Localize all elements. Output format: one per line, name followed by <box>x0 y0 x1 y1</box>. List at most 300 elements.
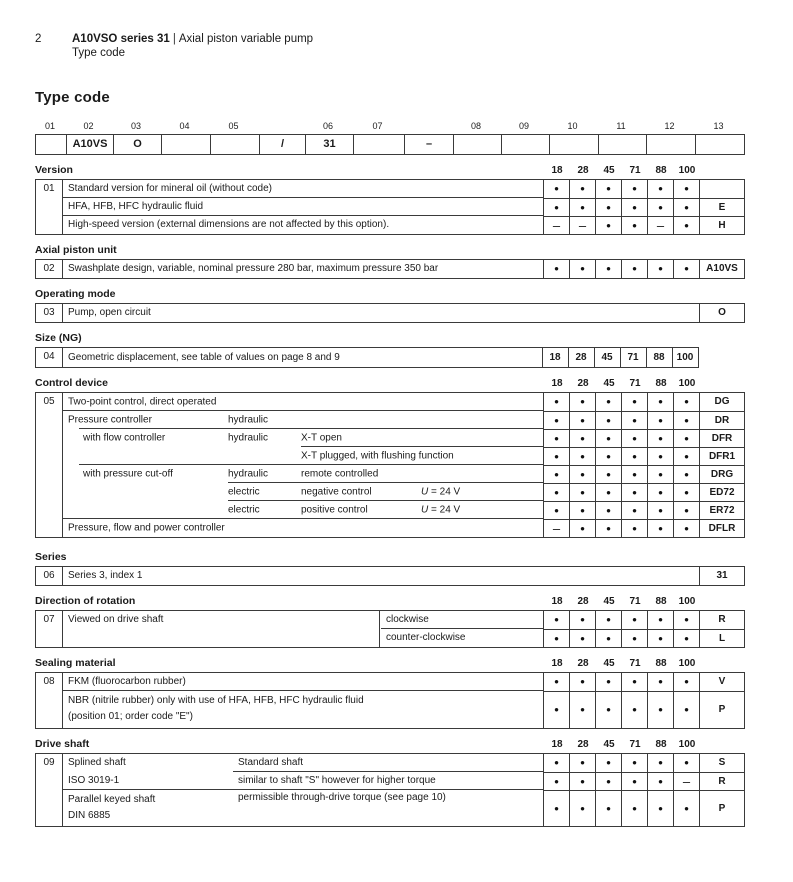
avail-cell: • <box>621 447 647 465</box>
availability-cells <box>543 483 699 501</box>
control-label: with pressure cut-off <box>83 468 173 480</box>
size-col-label: 45 <box>603 164 615 176</box>
avail-cell: • <box>621 180 647 198</box>
avail-cell: • <box>569 483 595 501</box>
shaft-description: permissible through-drive torque (see page 10) <box>238 792 446 804</box>
position-number: 03 <box>36 304 63 322</box>
avail-cell: • <box>647 754 673 772</box>
size-col-label: 18 <box>551 738 563 750</box>
avail-cell: • <box>673 483 699 501</box>
availability-cells <box>543 447 699 465</box>
shaft-description: Standard shaft <box>238 757 304 769</box>
section-heading-row <box>35 551 745 563</box>
version-table <box>35 179 745 235</box>
type-code-cell <box>646 135 695 154</box>
avail-cell: • <box>621 429 647 447</box>
avail-cell: • <box>543 465 569 483</box>
avail-cell: • <box>673 180 699 198</box>
order-code-cell: DFR1 <box>699 447 744 465</box>
size-col-label: 71 <box>629 738 641 750</box>
size-col-label: 88 <box>655 738 667 750</box>
type-code-cell <box>695 135 744 154</box>
control-actuation: electric <box>228 504 260 516</box>
avail-cell: • <box>647 772 673 790</box>
availability-cells <box>543 198 699 216</box>
table-row <box>63 216 744 234</box>
size-columns-header <box>544 165 700 176</box>
section-title: Version <box>35 163 73 176</box>
type-code-cell: / <box>259 135 305 154</box>
avail-cell: • <box>569 429 595 447</box>
type-code-cell <box>353 135 404 154</box>
avail-cell: • <box>543 629 569 647</box>
order-code-cell: 31 <box>699 567 744 585</box>
table-row <box>63 393 744 411</box>
type-code-cell: A10VS <box>66 135 113 154</box>
table-row <box>63 260 744 278</box>
control-actuation: hydraulic <box>228 432 269 444</box>
avail-cell: • <box>595 519 621 537</box>
size-col-label: 100 <box>678 377 696 389</box>
control-label: Two-point control, direct operated <box>68 396 217 408</box>
section-version <box>35 164 745 235</box>
avail-cell: • <box>595 465 621 483</box>
avail-cell: – <box>543 519 569 537</box>
avail-cell: • <box>569 411 595 429</box>
control-table <box>35 392 745 538</box>
position-number: 08 <box>36 673 63 728</box>
page-title: Type code <box>35 88 110 106</box>
order-code-cell: V <box>699 673 744 691</box>
page-number: 2 <box>35 33 42 45</box>
axial-table <box>35 259 745 279</box>
section-heading-row <box>35 332 745 344</box>
document-subtitle: Type code <box>72 47 126 60</box>
avail-cell: • <box>647 260 673 278</box>
running-header <box>35 32 745 61</box>
order-code-cell: A10VS <box>699 260 744 278</box>
title-divider: | <box>172 33 176 45</box>
section-drive-shaft <box>35 738 745 827</box>
avail-cell: • <box>595 790 621 826</box>
avail-cell: • <box>647 465 673 483</box>
control-label: with flow controller <box>83 432 166 444</box>
size-col-label: 100 <box>678 738 696 750</box>
table-row <box>63 304 744 322</box>
availability-cells <box>543 465 699 483</box>
avail-cell: – <box>543 216 569 234</box>
avail-cell: • <box>673 629 699 647</box>
row-description: HFA, HFB, HFC hydraulic fluid <box>68 201 204 213</box>
avail-cell: • <box>647 691 673 728</box>
avail-cell: • <box>543 754 569 772</box>
size-col-label: 28 <box>577 377 589 389</box>
avail-cell: • <box>569 501 595 519</box>
avail-cell: • <box>543 691 569 728</box>
section-heading-row <box>35 738 745 750</box>
size-col-label: 18 <box>551 595 563 607</box>
section-operating-mode <box>35 288 745 323</box>
position-number: 04 <box>36 348 63 367</box>
table-row <box>63 754 744 772</box>
avail-cell: • <box>647 393 673 411</box>
avail-cell: • <box>621 691 647 728</box>
pos-label <box>258 121 304 134</box>
size-col-label: 100 <box>678 164 696 176</box>
row-description: Pump, open circuit <box>68 307 151 319</box>
avail-cell: • <box>647 411 673 429</box>
size-col-label: 45 <box>603 595 615 607</box>
type-code-cell <box>549 135 598 154</box>
pos-label: 02 <box>83 120 94 131</box>
order-code-cell: ER72 <box>699 501 744 519</box>
avail-cell: • <box>569 629 595 647</box>
position-number: 09 <box>36 754 63 826</box>
avail-cell: • <box>595 501 621 519</box>
size-cell: 100 <box>672 348 698 367</box>
row-description: Standard version for mineral oil (without code) <box>68 183 272 195</box>
size-cell: 18 <box>542 348 568 367</box>
avail-cell: • <box>543 393 569 411</box>
series-table <box>35 566 745 586</box>
avail-cell: • <box>543 447 569 465</box>
avail-cell: • <box>569 465 595 483</box>
avail-cell: • <box>543 790 569 826</box>
size-cell: 28 <box>568 348 594 367</box>
avail-cell: • <box>673 447 699 465</box>
size-cell: 88 <box>646 348 672 367</box>
type-code-cell <box>453 135 501 154</box>
avail-cell: • <box>647 180 673 198</box>
avail-cell: • <box>647 519 673 537</box>
control-option: X-T plugged, with flushing function <box>301 450 454 462</box>
pos-label: 08 <box>470 120 481 131</box>
avail-cell: • <box>647 429 673 447</box>
section-heading-row <box>35 164 745 176</box>
avail-cell: • <box>673 754 699 772</box>
avail-cell: • <box>673 198 699 216</box>
position-number: 05 <box>36 393 63 537</box>
section-heading-row <box>35 377 745 389</box>
rotation-option: counter-clockwise <box>379 629 543 647</box>
type-code-position-labels <box>35 121 745 134</box>
type-code-cells <box>35 134 745 155</box>
avail-cell: • <box>543 180 569 198</box>
row-description: Viewed on drive shaft <box>68 614 164 626</box>
document-title-block <box>72 32 313 61</box>
voltage-value: = 24 V <box>428 486 461 498</box>
section-title: Series <box>35 550 67 563</box>
avail-cell: • <box>621 790 647 826</box>
table-row <box>63 348 698 367</box>
sealing-table <box>35 672 745 729</box>
shaft-type: Splined shaft <box>68 756 126 768</box>
table-row <box>63 611 744 629</box>
size-col-label: 88 <box>655 657 667 669</box>
section-heading-row <box>35 595 745 607</box>
avail-cell: • <box>621 673 647 691</box>
order-code-cell: L <box>699 629 744 647</box>
table-row <box>63 790 744 826</box>
table-row <box>63 567 744 585</box>
size-cell: 45 <box>594 348 620 367</box>
avail-cell: • <box>621 393 647 411</box>
document-title-line <box>72 32 313 46</box>
size-table <box>35 347 699 368</box>
avail-cell: • <box>621 260 647 278</box>
avail-cell: • <box>647 611 673 629</box>
avail-cell: • <box>569 790 595 826</box>
section-title: Sealing material <box>35 656 116 669</box>
document-title-bold: A10VSO series 31 <box>72 33 170 45</box>
avail-cell: • <box>621 411 647 429</box>
position-number: 01 <box>36 180 63 234</box>
avail-cell: • <box>569 772 595 790</box>
avail-cell: • <box>569 447 595 465</box>
type-code-diagram <box>35 121 745 155</box>
size-col-label: 88 <box>655 595 667 607</box>
order-code-cell: ED72 <box>699 483 744 501</box>
availability-cells <box>543 180 699 198</box>
avail-cell: • <box>595 429 621 447</box>
availability-cells <box>543 691 699 728</box>
availability-cells <box>543 501 699 519</box>
avail-cell: • <box>621 754 647 772</box>
size-col-label: 88 <box>655 377 667 389</box>
table-row <box>63 429 744 447</box>
avail-cell: • <box>621 465 647 483</box>
table-row <box>63 501 744 519</box>
size-value-cells <box>542 348 698 367</box>
control-label: Pressure controller <box>68 414 152 426</box>
control-option: positive control <box>301 504 368 516</box>
availability-cells <box>543 673 699 691</box>
avail-cell: • <box>673 411 699 429</box>
pos-label: 05 <box>228 120 239 131</box>
order-code-cell: DR <box>699 411 744 429</box>
table-row <box>63 465 744 483</box>
avail-cell: • <box>673 216 699 234</box>
shaft-standard: ISO 3019-1 <box>68 774 120 786</box>
avail-cell: • <box>647 673 673 691</box>
row-description: High-speed version (external dimensions are not affected by this option). <box>68 219 390 231</box>
avail-cell: • <box>595 260 621 278</box>
pos-label: 07 <box>372 120 383 131</box>
pos-label: 03 <box>130 120 141 131</box>
section-heading-row <box>35 244 745 256</box>
section-title: Operating mode <box>35 287 116 300</box>
row-description: Series 3, index 1 <box>68 570 143 582</box>
avail-cell: • <box>647 198 673 216</box>
table-row <box>63 483 744 501</box>
avail-cell: • <box>673 691 699 728</box>
availability-cells <box>543 411 699 429</box>
drive-table <box>35 753 745 827</box>
size-col-label: 28 <box>577 657 589 669</box>
avail-cell: • <box>569 691 595 728</box>
size-columns-header <box>544 596 700 607</box>
avail-cell: • <box>595 772 621 790</box>
size-col-label: 45 <box>603 377 615 389</box>
avail-cell: • <box>569 673 595 691</box>
table-row <box>63 447 744 465</box>
availability-cells <box>543 519 699 537</box>
avail-cell: • <box>595 691 621 728</box>
size-columns-header <box>544 739 700 750</box>
order-code-cell: DFLR <box>699 519 744 537</box>
position-number: 06 <box>36 567 63 585</box>
order-code-cell: S <box>699 754 744 772</box>
section-heading-row <box>35 657 745 669</box>
avail-cell: • <box>621 629 647 647</box>
order-code-cell: P <box>699 691 744 728</box>
control-label: Pressure, flow and power controller <box>68 522 225 534</box>
avail-cell: • <box>673 790 699 826</box>
avail-cell: • <box>595 216 621 234</box>
section-heading-row <box>35 288 745 300</box>
avail-cell: • <box>673 429 699 447</box>
avail-cell: • <box>595 180 621 198</box>
order-code-cell <box>699 180 744 198</box>
size-columns-header <box>544 658 700 669</box>
size-col-label: 28 <box>577 164 589 176</box>
avail-cell: • <box>621 772 647 790</box>
row-description: Swashplate design, variable, nominal pressure 280 bar, maximum pressure 350 bar <box>68 263 439 275</box>
size-columns-header <box>544 378 700 389</box>
availability-cells <box>543 260 699 278</box>
avail-cell: • <box>673 501 699 519</box>
size-col-label: 71 <box>629 595 641 607</box>
avail-cell: • <box>569 198 595 216</box>
control-option: X-T open <box>301 432 342 444</box>
pos-label: 01 <box>44 120 55 131</box>
avail-cell: • <box>673 465 699 483</box>
document-title-rest: Axial piston variable pump <box>178 33 314 45</box>
order-code-cell: DRG <box>699 465 744 483</box>
type-code-cell <box>210 135 259 154</box>
section-title: Axial piston unit <box>35 243 117 256</box>
position-number: 02 <box>36 260 63 278</box>
availability-cells <box>543 790 699 826</box>
row-description: Geometric displacement, see table of values on page 8 and 9 <box>68 351 340 363</box>
avail-cell: • <box>569 519 595 537</box>
pos-label: 11 <box>616 120 626 131</box>
avail-cell: • <box>569 393 595 411</box>
avail-cell: • <box>543 483 569 501</box>
pos-label <box>403 121 452 134</box>
type-code-cell: 31 <box>305 135 353 154</box>
avail-cell: • <box>543 673 569 691</box>
section-title: Control device <box>35 376 108 389</box>
size-col-label: 71 <box>629 377 641 389</box>
avail-cell: – <box>647 216 673 234</box>
availability-cells <box>543 772 699 790</box>
table-row <box>63 772 744 790</box>
type-code-cell <box>501 135 549 154</box>
avail-cell: • <box>621 483 647 501</box>
avail-cell: • <box>673 260 699 278</box>
avail-cell: • <box>543 429 569 447</box>
size-col-label: 71 <box>629 657 641 669</box>
control-option: remote controlled <box>301 468 379 480</box>
shaft-type: Parallel keyed shaft <box>68 793 156 805</box>
avail-cell: • <box>543 260 569 278</box>
availability-cells <box>543 754 699 772</box>
section-direction-of-rotation <box>35 595 745 648</box>
avail-cell: • <box>621 501 647 519</box>
avail-cell: • <box>595 447 621 465</box>
avail-cell: • <box>569 180 595 198</box>
avail-cell: • <box>647 629 673 647</box>
avail-cell: • <box>595 483 621 501</box>
order-code-cell: H <box>699 216 744 234</box>
table-row <box>63 691 744 728</box>
table-row <box>63 519 744 537</box>
order-code-cell: DFR <box>699 429 744 447</box>
size-col-label: 45 <box>603 738 615 750</box>
page-content <box>35 32 745 827</box>
control-actuation: electric <box>228 486 260 498</box>
control-actuation: hydraulic <box>228 468 269 480</box>
row-description: FKM (fluorocarbon rubber) <box>68 676 186 688</box>
section-title: Drive shaft <box>35 737 90 750</box>
availability-cells <box>543 393 699 411</box>
avail-cell: • <box>673 611 699 629</box>
size-col-label: 18 <box>551 377 563 389</box>
availability-cells <box>543 611 699 629</box>
avail-cell: • <box>543 772 569 790</box>
avail-cell: • <box>621 198 647 216</box>
control-option: negative control <box>301 486 372 498</box>
type-code-cell: O <box>113 135 161 154</box>
size-col-label: 18 <box>551 164 563 176</box>
avail-cell: • <box>647 790 673 826</box>
avail-cell: • <box>569 754 595 772</box>
voltage-symbol: U <box>421 504 429 516</box>
direction-table <box>35 610 745 648</box>
avail-cell: • <box>543 501 569 519</box>
section-series <box>35 551 745 586</box>
pos-label: 04 <box>179 120 190 131</box>
pos-label: 10 <box>567 120 578 131</box>
availability-cells <box>543 629 699 647</box>
avail-cell: • <box>569 611 595 629</box>
avail-cell: • <box>543 411 569 429</box>
size-col-label: 28 <box>577 595 589 607</box>
row-description-line2: (position 01; order code "E") <box>68 711 193 723</box>
avail-cell: – <box>673 772 699 790</box>
section-axial-piston-unit <box>35 244 745 279</box>
avail-cell: • <box>569 260 595 278</box>
order-code-cell: O <box>699 304 744 322</box>
size-col-label: 45 <box>603 657 615 669</box>
avail-cell: • <box>543 198 569 216</box>
avail-cell: – <box>569 216 595 234</box>
table-row <box>63 198 744 216</box>
type-code-cell <box>36 135 66 154</box>
avail-cell: • <box>647 501 673 519</box>
avail-cell: • <box>595 611 621 629</box>
table-row <box>63 411 744 429</box>
avail-cell: • <box>595 754 621 772</box>
control-voltage <box>421 486 460 497</box>
section-control-device <box>35 377 745 538</box>
size-cell: 71 <box>620 348 646 367</box>
avail-cell: • <box>673 519 699 537</box>
avail-cell: • <box>595 198 621 216</box>
pos-label: 09 <box>518 120 529 131</box>
shaft-description: similar to shaft "S" however for higher torque <box>238 775 436 787</box>
